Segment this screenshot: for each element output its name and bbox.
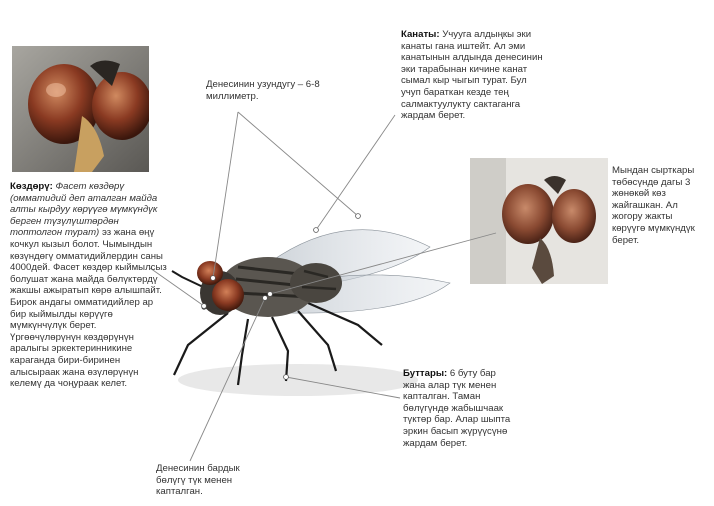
eyes-title: Көздөрү: <box>10 181 53 192</box>
wings-text: Учууга алдыңкы эки канаты гана иштейт. Ал эми канатынын алдында денесинин эки тарабынан кичине канат сымал кыр чыгып турат. Бул учуп бараткан кезде тең салмактуулукту сактаганга жардам берет. <box>401 29 543 122</box>
legs-label <box>403 368 511 449</box>
ocelli-text: Мындан сырткары төбөсүндө дагы 3 жөнөкөй көз жайгашкан. Ал жогору жакты көрүүгө мүмкүндүк берет. <box>612 165 695 246</box>
wings-title: Канаты: <box>401 29 440 40</box>
body-hair-text: Денесинин бардык бөлүгү түк менен капталган. <box>156 463 240 498</box>
ocelli-label <box>612 165 698 246</box>
eyes-text-italic: Фасет көздөрү (омматидий деп аталган майда алты кырдуу көрүүгө мүмкүндүк берген түзүлүштөрдөн топтолгон турат) <box>10 181 158 239</box>
length-label <box>206 79 324 102</box>
eyes-label <box>10 181 168 390</box>
length-text: Денесинин узундугу – 6-8 миллиметр. <box>206 79 320 102</box>
eyes-closeup-photo <box>12 46 149 172</box>
legs-text: 6 буту бар жана алар түк менен капталган. Таман бөлүгүндө жабышчаак түктөр бар. Алар шыпта эркин басып жүрүүсүнө жардам берет. <box>403 368 511 449</box>
legs-title: Буттары: <box>403 368 448 379</box>
ocelli-closeup-photo <box>470 158 608 284</box>
body-hair-label <box>156 463 260 498</box>
eyes-text: эз жана өңү кочкул кызыл болот. Чымындын көзүндөгү омматидийлердин саны 4000дей. Фасет көздөр кыймылсыз болушат жана майда бөлүктөрдү жакшы ажыратып көрө алышпайт. Бирок андагы омматидийлер ар бир кыймылды көрүүгө мүмкүнчүлүк берет. Үргөөчүлөрүнүн көздөрүнүн аралыгы эркектеринникине караганда бири-биринен алысыраак жана өзүлөрүнүн келемү да чоңураак келет. <box>10 227 167 390</box>
wings-label <box>401 29 547 122</box>
